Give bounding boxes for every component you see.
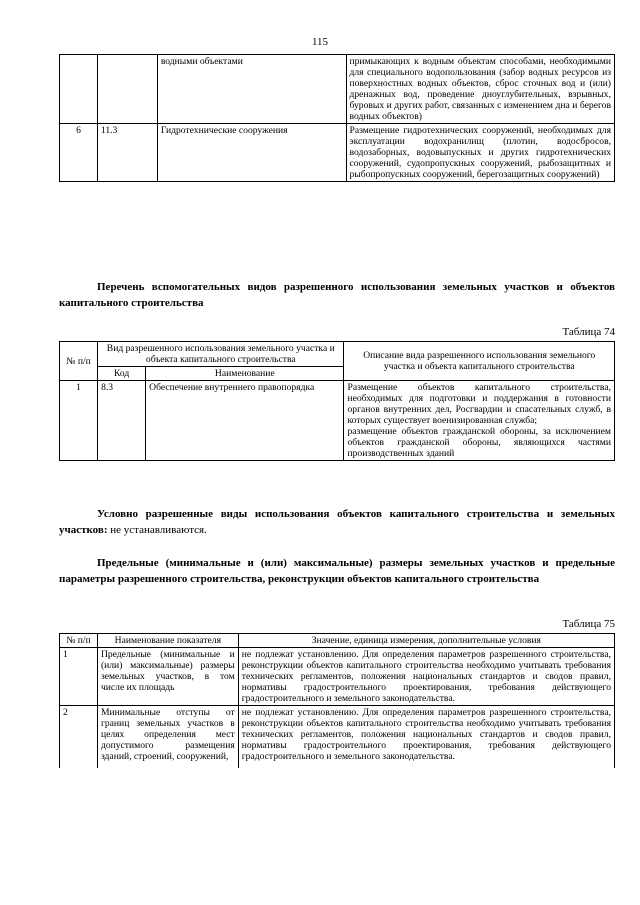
header-number: № п/п (60, 342, 98, 381)
row-number: 1 (60, 381, 98, 461)
heading-auxiliary-uses: Перечень вспомогательных видов разрешенного использования земельных участков и объектов капитального строительства (59, 281, 615, 309)
row-name: водными объектами (157, 55, 346, 124)
row-description: Размещение объектов капитального строительства, необходимых для подготовки и поддержания в готовности органов внутренних дел, Росгвардии и спасательных служб, в которых существует военизированная служба; размещение объектов гражданской обороны, за исключением объектов гражданской обороны, являющихся частями производственных зданий (344, 381, 615, 461)
table-row (60, 706, 615, 769)
row-number: 2 (60, 706, 98, 769)
table-73-continuation (59, 54, 615, 182)
row-code: 11.3 (97, 124, 157, 182)
header-name: Наименование (146, 367, 344, 381)
row-number: 6 (60, 124, 98, 182)
row-code: 8.3 (98, 381, 146, 461)
row-name: Обеспечение внутреннего правопорядка (146, 381, 344, 461)
row-value: не подлежат установлению. Для определения параметров разрешенного строительства, реконструкции объектов капитального строительства необходимо учитывать требования технических регламентов, положения национальных стандартов и сводов правил, нормативы градостроительного проектирования, требования действующего градостроительного и земельного законодательства. (238, 648, 614, 706)
table-row (60, 381, 615, 461)
header-description: Описание вида разрешенного использования земельного участка и объекта капитального строительства (344, 342, 615, 381)
table-header-row (60, 342, 615, 367)
header-value: Значение, единица измерения, дополнительные условия (238, 634, 614, 648)
row-number: 1 (60, 648, 98, 706)
heading-limit-parameters: Предельные (минимальные и (или) максимальные) размеры земельных участков и предельные параметры разрешенного строительства, реконструкции объектов капитального строительства (59, 557, 615, 585)
header-use-type: Вид разрешенного использования земельного участка и объекта капитального строительства (98, 342, 344, 367)
table-75 (59, 633, 615, 768)
page-number: 115 (311, 36, 329, 48)
header-indicator-name: Наименование показателя (97, 634, 238, 648)
table-row (60, 124, 615, 182)
table-75-caption: Таблица 75 (562, 618, 615, 630)
table-74-caption: Таблица 74 (562, 326, 615, 338)
row-indicator-name: Минимальные отступы от границ земельных участков в целях определения мест допустимого размещения зданий, строений, сооружений, (97, 706, 238, 769)
row-indicator-name: Предельные (минимальные и (или) максимальные) размеры земельных участков, в том числе их площадь (97, 648, 238, 706)
row-description: примыкающих к водным объектам способами, необходимыми для специального водопользования (забор водных ресурсов из поверхностных водных объектов, сброс сточных вод и (или) дренажных вод, проведение дноуглубительных, взрывных, буровых и других работ, связанных с изменением дна и берегов водных объектов) (346, 55, 615, 124)
header-number: № п/п (60, 634, 98, 648)
row-number (60, 55, 98, 124)
row-name: Гидротехнические сооружения (157, 124, 346, 182)
header-code: Код (98, 367, 146, 381)
table-header-row (60, 634, 615, 648)
row-code (97, 55, 157, 124)
table-row (60, 55, 615, 124)
table-row (60, 648, 615, 706)
conditional-uses-paragraph: Условно разрешенные виды использования объектов капитального строительства и земельных участков: не устанавливаются. (59, 508, 615, 536)
row-description: Размещение гидротехнических сооружений, необходимых для эксплуатации водохранилищ (плотин, водосбросов, водозаборных, водовыпускных и других гидротехнических сооружений, судопропускных сооружений, рыбозащитных и рыбопропускных сооружений, берегозащитных сооружений) (346, 124, 615, 182)
table-74 (59, 341, 615, 461)
row-value: не подлежат установлению. Для определения параметров разрешенного строительства, реконструкции объектов капитального строительства необходимо учитывать требования технических регламентов, положения национальных стандартов и сводов правил, нормативы градостроительного проектирования, требования действующего градостроительного и земельного законодательства. (238, 706, 614, 769)
